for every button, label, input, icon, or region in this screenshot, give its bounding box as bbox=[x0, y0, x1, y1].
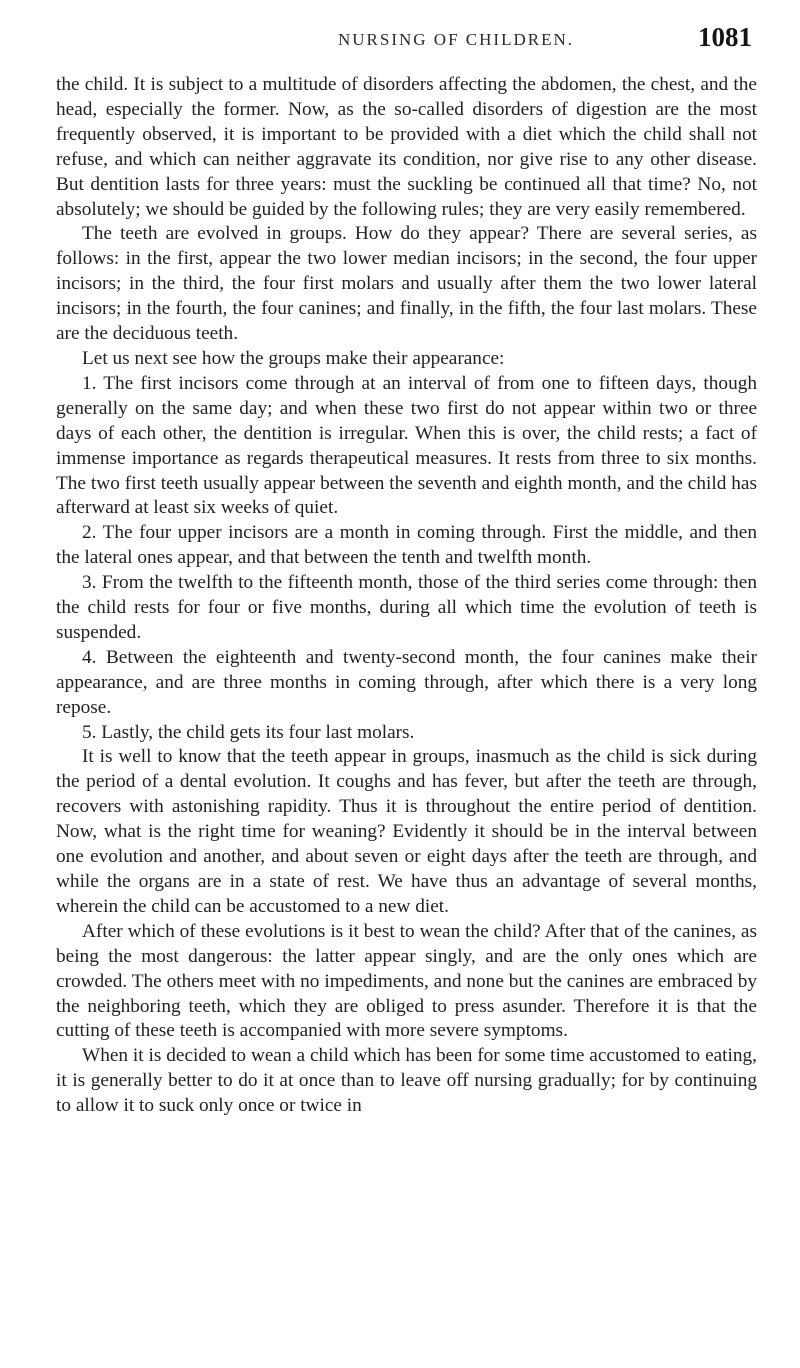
running-header bbox=[60, 22, 760, 62]
paragraph-intro-list: Let us next see how the groups make their appearance: bbox=[82, 347, 505, 369]
body-text bbox=[56, 73, 757, 1119]
paragraph-canines-danger: After which of these evolutions is it best to wean the child? After that of the canines, as being the most dangerous: the latter appear singly, and are the only ones which are crowded. The others meet with no impediments, and none but the canines are embraced by the neighboring teeth, which they are obliged to press asunder. Therefore it is that the cutting of these teeth is accompanied with more severe symptoms. bbox=[56, 920, 757, 1042]
paragraph-weaning-time: It is well to know that the teeth appear in groups, inasmuch as the child is sick during the period of a dental evolution. It coughs and has fever, but after the teeth are through, recovers with astonishing rapidity. Thus it is throughout the entire period of dentition. Now, what is the right time for weaning? Evidently it should be in the interval between one evolution and another, and about seven or eight days after the teeth are through, and while the organs are in a state of rest. We have thus an advantage of several months, wherein the child can be accustomed to a new diet. bbox=[56, 746, 757, 917]
list-item-upper-incisors: 2. The four upper incisors are a month in coming through. First the middle, and then the lateral ones appear, and that between the tenth and twelfth month. bbox=[56, 522, 757, 569]
page-number: 1081 bbox=[698, 22, 752, 52]
list-item-third-series: 3. From the twelfth to the fifteenth month, those of the third series come through: then the child rests for four or five months, during all which time the evolution of teeth is suspended. bbox=[56, 572, 757, 643]
list-item-first-incisors: 1. The first incisors come through at an interval of from one to fifteen days, though generally on the same day; and when these two first do not appear within two or three days of each other, the dentition is irregular. When this is over, the child rests; a fact of immense importance as regards therapeutical measures. It rests from three to six months. The two first teeth usually appear between the seventh and eighth month, and the child has afterward at least six weeks of quiet. bbox=[56, 372, 757, 519]
paragraph-weaning-method: When it is decided to wean a child which has been for some time accustomed to eating, it is generally better to do it at once than to leave off nursing gradually; for by continuing to allow it to suck only once or twice in bbox=[56, 1045, 757, 1117]
running-title: NURSING OF CHILDREN. bbox=[338, 30, 574, 49]
list-item-last-molars: 5. Lastly, the child gets its four last molars. bbox=[82, 721, 415, 743]
paragraph-continued: the child. It is subject to a multitude of disorders affecting the abdomen, the chest, and the head, especially the former. Now, as the so-called disorders of digestion are the most frequently observed, it is important to be provided with a diet which the child shall not refuse, and which can neither aggravate its condition, nor give rise to any other disease. But dentition lasts for three years: must the suckling be continued all that time? No, not absolutely; we should be guided by the following rules; they are very easily remembered. bbox=[56, 74, 757, 220]
list-item-canines: 4. Between the eighteenth and twenty-second month, the four canines make their appearance, and are three months in coming through, after which there is a very long repose. bbox=[56, 646, 757, 718]
paragraph-teeth-groups: The teeth are evolved in groups. How do they appear? There are several series, as follows: in the first, appear the two lower median incisors; in the second, the four upper incisors; in the third, the four first molars and usually after them the two lower lateral incisors; in the fourth, the four canines; and finally, in the fifth, the four last molars. These are the deciduous teeth. bbox=[56, 223, 757, 345]
